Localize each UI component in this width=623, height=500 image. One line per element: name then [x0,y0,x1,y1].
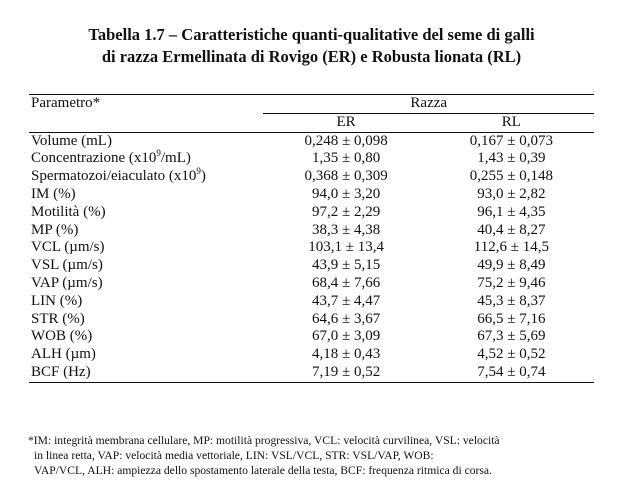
param-header: Parametro* [29,95,263,114]
caption-line-2: di razza Ermellinata di Rovigo (ER) e Robusta lionata (RL) [101,47,522,66]
value-rl: 40,4 ± 8,27 [477,221,546,238]
row-parameter [29,275,263,293]
footnote-line-1: *IM: integrità membrana cellulare, MP: motilità progressiva, VCL: velocità curvilinea, VSL: velocità [28,434,500,447]
value-er: 1,35 ± 0,80 [311,150,381,167]
param-label: VSL (µm/s) [31,257,103,274]
param-exponent: 9 [156,148,161,159]
param-label: Spermatozoi/eiaculato (x10 [31,168,197,185]
param-label: WOB (%) [31,328,93,345]
footnote-line-3: VAP/VCL, ALH: ampiezza dello spostamento laterale della testa, BCF: frequenza ritmica di corsa. [34,464,492,477]
table-row [29,186,594,204]
value-er: 103,1 ± 13,4 [308,239,384,256]
row-parameter [29,364,263,382]
value-er: 43,9 ± 5,15 [311,257,381,274]
param-label-tail: ) [200,168,206,185]
row-parameter [29,239,263,257]
footnote [28,433,608,478]
caption-line-1: Tabella 1.7 – Caratteristiche quanti-qualitative del seme di galli [88,25,535,44]
value-rl: 66,5 ± 7,16 [477,310,546,327]
value-er: 0,248 ± 0,098 [304,132,388,149]
value-er: 7,19 ± 0,52 [263,364,428,382]
row-parameter [29,168,263,186]
value-rl: 93,0 ± 2,82 [477,185,546,202]
value-rl: 0,167 ± 0,073 [469,132,553,149]
value-rl: 7,54 ± 0,74 [429,364,594,382]
param-label: ALH (µm) [31,346,96,363]
row-parameter [29,311,263,329]
row-parameter [29,257,263,275]
table-row [29,364,594,382]
value-rl: 0,255 ± 0,148 [469,168,553,185]
row-parameter [29,328,263,346]
value-er: 38,3 ± 4,38 [311,221,381,238]
table-body [29,132,594,382]
row-parameter [29,204,263,222]
table-row [29,257,594,275]
header-row-sub [29,113,594,132]
table-row [29,239,594,257]
table-row [29,150,594,168]
table-row [29,222,594,240]
header-row-top [29,95,594,114]
table-row [29,346,594,364]
value-rl: 49,9 ± 8,49 [477,257,546,274]
row-parameter [29,186,263,204]
col-header-er: ER [263,113,428,132]
row-parameter [29,346,263,364]
value-rl: 96,1 ± 4,35 [477,203,546,220]
value-rl: 1,43 ± 0,39 [477,150,546,167]
param-label-tail: /mL) [160,150,191,167]
param-label: STR (%) [31,310,85,327]
row-parameter [29,222,263,240]
group-header: Razza [263,95,594,114]
value-er: 67,0 ± 3,09 [311,328,381,345]
row-parameter [29,132,263,150]
param-label: BCF (Hz) [31,363,91,380]
value-er: 43,7 ± 4,47 [311,292,381,309]
param-label: VCL (µm/s) [31,239,105,256]
value-rl: 112,6 ± 14,5 [473,239,549,256]
table-row [29,328,594,346]
param-label: VAP (µm/s) [31,274,103,291]
value-rl: 67,3 ± 5,69 [477,328,546,345]
header-spacer [29,113,263,132]
param-exponent: 9 [196,166,201,177]
value-er: 94,0 ± 3,20 [311,185,381,202]
value-er: 4,18 ± 0,43 [311,346,381,363]
value-rl: 4,52 ± 0,52 [477,346,546,363]
table-row [29,293,594,311]
table-row [29,168,594,186]
param-label: Concentrazione (x10 [31,150,157,167]
table-caption [0,24,623,68]
param-label: Volume (mL) [31,132,112,149]
data-table [29,94,594,383]
row-parameter [29,293,263,311]
table-row [29,275,594,293]
col-header-rl: RL [429,113,594,132]
param-label: IM (%) [31,185,76,202]
param-label: Motilità (%) [31,203,106,220]
value-er: 64,6 ± 3,67 [311,310,381,327]
value-er: 68,4 ± 7,66 [311,274,381,291]
param-label: MP (%) [31,221,79,238]
table-row [29,132,594,150]
table-row [29,204,594,222]
table-row [29,311,594,329]
value-rl: 75,2 ± 9,46 [477,274,546,291]
footnote-line-2: in linea retta, VAP: velocità media vettoriale, LIN: VSL/VCL, STR: VSL/VAP, WOB: [34,449,434,462]
value-er: 97,2 ± 2,29 [311,203,381,220]
value-er: 0,368 ± 0,309 [304,168,388,185]
value-rl: 45,3 ± 8,37 [477,292,546,309]
row-parameter [29,150,263,168]
param-label: LIN (%) [31,292,83,309]
